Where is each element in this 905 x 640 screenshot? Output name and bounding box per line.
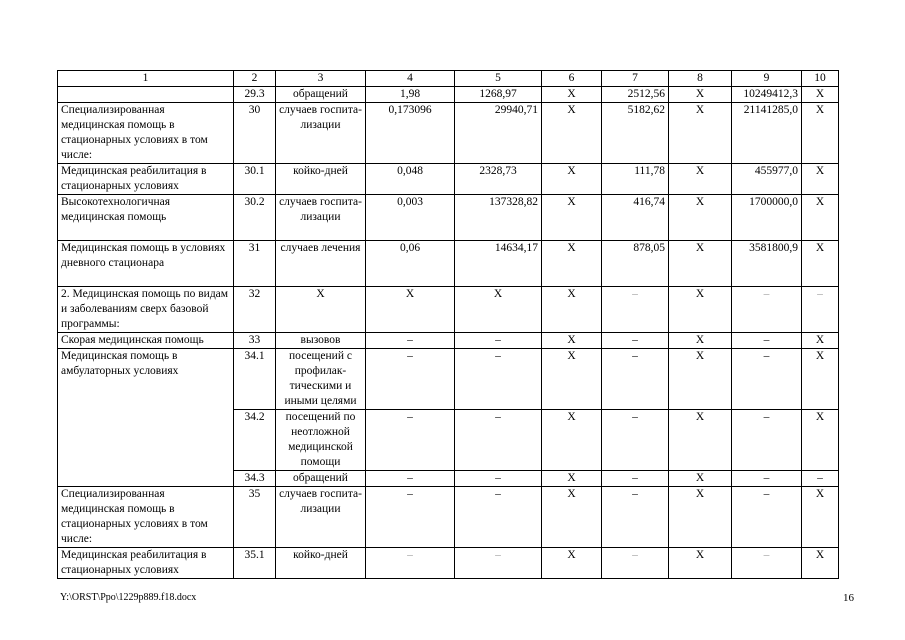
table-row [58, 333, 839, 349]
row-unit: посещений по неотложной медицинской помощи [276, 410, 366, 471]
cell-c9: 21141285,0 [732, 103, 802, 164]
cell-c8: Х [669, 287, 732, 333]
cell-c10: Х [802, 548, 839, 579]
cell-c8: Х [669, 349, 732, 410]
row-name: Медицинская реабилитация в стационарных условиях [58, 164, 234, 195]
cell-c6: Х [542, 103, 602, 164]
cell-c6: Х [542, 410, 602, 471]
header-cell: 2 [234, 71, 276, 87]
row-code: 31 [234, 241, 276, 287]
cell-c5: – [455, 333, 542, 349]
cell-c5: 1268,97 [455, 87, 542, 103]
cell-c6: Х [542, 548, 602, 579]
cell-c7: 5182,62 [602, 103, 669, 164]
page-number: 16 [843, 592, 854, 604]
row-code: 34.3 [234, 471, 276, 487]
cell-c4: 0,048 [366, 164, 455, 195]
row-code: 30 [234, 103, 276, 164]
cell-c7: – [602, 333, 669, 349]
table-row [58, 487, 839, 548]
cell-c7: 2512,56 [602, 87, 669, 103]
cell-c7: 878,05 [602, 241, 669, 287]
cell-c9: – [732, 349, 802, 410]
row-unit: случаев лечения [276, 241, 366, 287]
cell-c6: Х [542, 195, 602, 241]
cell-c5: – [455, 349, 542, 410]
cell-c8: Х [669, 103, 732, 164]
cell-c4: – [366, 333, 455, 349]
cell-c6: Х [542, 87, 602, 103]
cell-c9: – [732, 471, 802, 487]
table-row [58, 195, 839, 241]
row-name: Медицинская помощь в амбулаторных условиях [58, 349, 234, 487]
cell-c7: – [602, 410, 669, 471]
cell-c8: Х [669, 164, 732, 195]
cell-c9: – [732, 333, 802, 349]
row-name: Медицинская помощь в условиях дневного стационара [58, 241, 234, 287]
row-unit: вызовов [276, 333, 366, 349]
row-unit: случаев госпита-лизации [276, 487, 366, 548]
cell-c8: Х [669, 410, 732, 471]
row-name: 2. Медицинская помощь по видам и заболеваниям сверх базовой программы: [58, 287, 234, 333]
cell-c4: 0,173096 [366, 103, 455, 164]
cell-c4: – [366, 548, 455, 579]
cell-c7: – [602, 548, 669, 579]
row-unit: случаев госпита-лизации [276, 195, 366, 241]
row-code: 29.3 [234, 87, 276, 103]
header-row [58, 71, 839, 87]
row-name: Специализированная медицинская помощь в стационарных условиях в том числе: [58, 103, 234, 164]
cell-c8: Х [669, 87, 732, 103]
cell-c10: Х [802, 103, 839, 164]
table-row [58, 87, 839, 103]
row-name: Медицинская реабилитация в стационарных условиях [58, 548, 234, 579]
cell-c4: – [366, 349, 455, 410]
cell-c8: Х [669, 195, 732, 241]
cell-c7: – [602, 471, 669, 487]
row-unit: Х [276, 287, 366, 333]
table-row [58, 241, 839, 287]
cell-c10: Х [802, 487, 839, 548]
table-row [58, 164, 839, 195]
cell-c9: 455977,0 [732, 164, 802, 195]
cell-c4: – [366, 471, 455, 487]
cell-c10: Х [802, 195, 839, 241]
file-path: Y:\ORST\Ppo\1229p889.f18.docx [60, 592, 197, 603]
header-cell: 8 [669, 71, 732, 87]
header-cell: 4 [366, 71, 455, 87]
cell-c6: Х [542, 487, 602, 548]
cell-c7: – [602, 349, 669, 410]
row-unit: обращений [276, 471, 366, 487]
cell-c7: – [602, 287, 669, 333]
row-code: 32 [234, 287, 276, 333]
cell-c8: Х [669, 471, 732, 487]
cell-c10: Х [802, 410, 839, 471]
cell-c7: 416,74 [602, 195, 669, 241]
header-cell: 6 [542, 71, 602, 87]
cell-c10: Х [802, 87, 839, 103]
cell-c6: Х [542, 471, 602, 487]
row-code: 34.2 [234, 410, 276, 471]
cell-c10: – [802, 287, 839, 333]
cell-c6: Х [542, 164, 602, 195]
cell-c9: – [732, 410, 802, 471]
cell-c10: – [802, 471, 839, 487]
cell-c5: 137328,82 [455, 195, 542, 241]
cell-c4: 0,003 [366, 195, 455, 241]
cell-c5: – [455, 410, 542, 471]
cell-c9: 10249412,3 [732, 87, 802, 103]
table-row [58, 349, 839, 410]
header-cell: 10 [802, 71, 839, 87]
cell-c7: – [602, 487, 669, 548]
header-cell: 5 [455, 71, 542, 87]
table-row [58, 103, 839, 164]
cell-c4: 0,06 [366, 241, 455, 287]
row-unit: койко-дней [276, 548, 366, 579]
row-code: 35.1 [234, 548, 276, 579]
cell-c6: Х [542, 349, 602, 410]
cell-c5: 2328,73 [455, 164, 542, 195]
cell-c4: 1,98 [366, 87, 455, 103]
cell-c5: 29940,71 [455, 103, 542, 164]
row-name: Специализированная медицинская помощь в стационарных условиях в том числе: [58, 487, 234, 548]
cell-c9: – [732, 487, 802, 548]
cell-c10: Х [802, 333, 839, 349]
cell-c8: Х [669, 241, 732, 287]
row-unit: обращений [276, 87, 366, 103]
row-name: Высокотехнологичная медицинская помощь [58, 195, 234, 241]
header-cell: 1 [58, 71, 234, 87]
cell-c7: 111,78 [602, 164, 669, 195]
cell-c4: Х [366, 287, 455, 333]
cell-c5: – [455, 487, 542, 548]
table-row [58, 548, 839, 579]
row-code: 35 [234, 487, 276, 548]
cell-c4: – [366, 487, 455, 548]
cell-c4: – [366, 410, 455, 471]
cell-c6: Х [542, 333, 602, 349]
cell-c10: Х [802, 241, 839, 287]
cell-c6: Х [542, 241, 602, 287]
header-cell: 3 [276, 71, 366, 87]
cell-c5: – [455, 471, 542, 487]
row-code: 30.1 [234, 164, 276, 195]
table-row [58, 287, 839, 333]
row-unit: посещений с профилак-тическими и иными целями [276, 349, 366, 410]
row-unit: койко-дней [276, 164, 366, 195]
cell-c6: Х [542, 287, 602, 333]
header-cell: 7 [602, 71, 669, 87]
row-unit: случаев госпита-лизации [276, 103, 366, 164]
cell-c8: Х [669, 333, 732, 349]
row-name: Скорая медицинская помощь [58, 333, 234, 349]
cell-c5: 14634,17 [455, 241, 542, 287]
cell-c9: 1700000,0 [732, 195, 802, 241]
row-code: 33 [234, 333, 276, 349]
row-name [58, 87, 234, 103]
row-code: 34.1 [234, 349, 276, 410]
cell-c8: Х [669, 487, 732, 548]
cell-c10: Х [802, 164, 839, 195]
cell-c10: Х [802, 349, 839, 410]
data-table [57, 70, 839, 579]
cell-c5: Х [455, 287, 542, 333]
row-code: 30.2 [234, 195, 276, 241]
cell-c8: Х [669, 548, 732, 579]
cell-c5: – [455, 548, 542, 579]
header-cell: 9 [732, 71, 802, 87]
cell-c9: – [732, 548, 802, 579]
cell-c9: 3581800,9 [732, 241, 802, 287]
cell-c9: – [732, 287, 802, 333]
